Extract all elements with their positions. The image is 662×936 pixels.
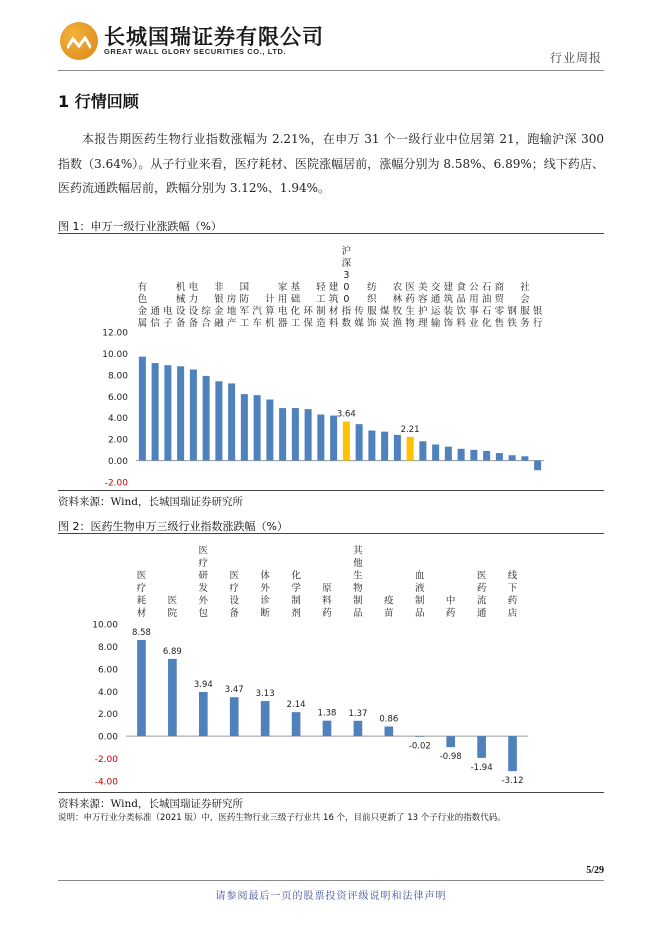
bar-建筑装饰	[445, 447, 452, 461]
category-label: 公用事业	[469, 282, 479, 329]
category-label: 农林牧渔	[392, 282, 403, 329]
category-label: 医疗研发外包	[198, 545, 209, 619]
category-label: 血液制品	[415, 570, 425, 619]
category-label: 家用电器	[277, 282, 288, 329]
y-tick-label: 6.00	[107, 392, 128, 403]
category-label: 国防军工	[239, 282, 250, 329]
bar-社会服务	[521, 456, 528, 460]
category-label: 煤炭	[379, 306, 390, 329]
figure1-bottom-rule	[58, 490, 604, 491]
category-label: 计算机	[265, 294, 275, 329]
bar-原料药	[323, 721, 332, 736]
page-number: 5/29	[586, 865, 604, 876]
bar-疫苗	[385, 726, 394, 736]
section-title: 1 行情回顾	[58, 92, 139, 111]
data-label: 3.47	[224, 685, 244, 696]
category-label: 电力设备	[188, 282, 199, 329]
data-label: -1.94	[470, 762, 493, 773]
report-type: 行业周报	[549, 51, 602, 65]
y-tick-label: 2.00	[107, 435, 128, 446]
bar-银行	[534, 461, 541, 471]
data-label: 8.58	[131, 627, 151, 638]
category-label: 建筑材料	[328, 282, 339, 329]
bar-汽车	[254, 395, 261, 460]
bar-综合	[203, 376, 210, 461]
header-divider	[58, 70, 604, 71]
figure1-top-rule	[58, 233, 604, 234]
data-label: 2.14	[286, 700, 306, 711]
figure2-chart	[58, 536, 604, 792]
bar-中药	[446, 736, 455, 747]
y-tick-label: -2.00	[104, 478, 128, 489]
data-label: -0.98	[439, 752, 462, 763]
category-label: 沪深 3 0 0 指数	[341, 246, 352, 329]
data-label: 0.86	[379, 714, 399, 725]
category-label: 商贸零售	[494, 282, 505, 329]
figure1-chart	[58, 236, 604, 490]
bar-钢铁	[509, 455, 516, 460]
y-tick-label: 6.00	[97, 665, 118, 676]
category-label: 医疗设备	[229, 570, 239, 619]
bar-通信	[152, 363, 159, 461]
category-label: 有色金属	[137, 282, 148, 329]
category-label: 房地产	[226, 294, 237, 329]
footer-divider	[58, 880, 604, 881]
figure2-bottom-rule	[58, 792, 604, 793]
category-label: 石油石化	[481, 282, 492, 329]
category-label: 汽车	[252, 306, 262, 329]
y-tick-label: 0.00	[97, 732, 118, 743]
bar-医药流通	[477, 736, 486, 758]
figure2-title: 图 2：医药生物申万三级行业指数涨跌幅（%）	[58, 520, 288, 533]
category-label: 建筑装饰	[443, 282, 454, 329]
data-label: 3.13	[255, 689, 275, 700]
bar-医疗设备	[230, 697, 239, 736]
data-label: 2.21	[400, 424, 420, 435]
y-tick-label: 8.00	[97, 642, 118, 653]
y-tick-label: 10.00	[92, 620, 118, 631]
y-tick-label: 12.00	[102, 328, 128, 339]
bar-线下药店	[508, 736, 517, 771]
bar-机械设备	[177, 366, 184, 460]
figure2-top-rule	[58, 533, 604, 534]
category-label: 线下药店	[507, 570, 518, 619]
category-label: 食品饮料	[456, 282, 466, 329]
category-label: 非银金融	[214, 282, 224, 329]
category-label: 医院	[167, 595, 178, 619]
figure1-title: 图 1：申万一级行业涨跌幅（%）	[58, 220, 222, 233]
bar-食品饮料	[458, 449, 465, 461]
category-label: 医疗耗材	[136, 570, 147, 619]
category-label: 传媒	[354, 306, 364, 329]
category-label: 疫苗	[384, 595, 394, 619]
bar-沪深300指数	[343, 422, 350, 461]
logo-wave-icon	[67, 36, 91, 50]
bar-化学制剂	[292, 712, 301, 736]
category-label: 环保	[303, 306, 313, 329]
y-tick-label: -2.00	[94, 755, 118, 766]
brand-name-en: GREAT WALL GLORY SECURITIES CO., LTD.	[104, 47, 287, 56]
footer-disclaimer: 请参阅最后一页的股票投资评级说明和法律声明	[215, 891, 447, 902]
company-logo	[60, 22, 98, 60]
figure2-source: 资料来源：Wind，长城国瑞证券研究所	[58, 798, 243, 810]
bar-其他生物制品	[354, 721, 363, 736]
category-label: 美容护理	[418, 282, 428, 329]
category-label: 电子	[163, 306, 173, 329]
y-tick-label: 10.00	[102, 349, 128, 360]
category-label: 体外诊断	[260, 570, 270, 619]
bar-国防军工	[241, 394, 248, 460]
category-label: 医药流通	[476, 570, 487, 619]
data-label: 3.94	[193, 679, 213, 690]
category-label: 轻工制造	[316, 282, 326, 329]
brand-name-cn: 长城国瑞证券有限公司	[104, 25, 324, 49]
bar-环保	[305, 409, 312, 460]
bar-家用电器	[279, 408, 286, 461]
category-label: 其他生物制品	[353, 545, 363, 619]
data-label: 1.37	[348, 708, 368, 719]
bar-公用事业	[470, 450, 477, 461]
bar-美容护理	[419, 441, 426, 460]
category-label: 原料药	[322, 583, 332, 619]
bar-非银金融	[215, 381, 222, 460]
data-label: 3.64	[336, 409, 356, 420]
category-label: 纺织服饰	[367, 282, 377, 329]
bar-煤炭	[381, 432, 388, 461]
category-label: 社会服务	[520, 282, 530, 329]
bar-交通运输	[432, 445, 439, 461]
bar-建筑材料	[330, 416, 337, 461]
category-label: 基础化工	[290, 282, 301, 329]
bar-基础化工	[292, 408, 299, 461]
category-label: 交通运输	[430, 282, 441, 329]
data-label: 6.89	[162, 646, 182, 657]
category-label: 银行	[532, 306, 543, 329]
y-tick-label: 0.00	[107, 457, 128, 468]
bar-电子	[164, 365, 171, 460]
data-label: 1.38	[317, 708, 337, 719]
bar-医疗研发外包	[199, 692, 208, 736]
bar-商贸零售	[496, 453, 503, 461]
figure1-source: 资料来源：Wind，长城国瑞证券研究所	[58, 496, 243, 508]
bar-电力设备	[190, 370, 197, 461]
figure2-note: 说明：申万行业分类标准（2021 版）中，医药生物行业三级子行业共 16 个，目前只更新了 13 个子行业的指数代码。	[58, 813, 506, 823]
bar-石油石化	[483, 451, 490, 461]
category-label: 综合	[201, 306, 211, 329]
category-label: 化学制剂	[291, 570, 301, 619]
bar-医疗耗材	[137, 640, 146, 736]
bar-计算机	[266, 400, 273, 461]
bar-房地产	[228, 383, 235, 460]
y-tick-label: 4.00	[107, 414, 128, 425]
category-label: 钢铁	[507, 306, 517, 329]
bar-血液制品	[415, 736, 424, 737]
category-label: 中药	[445, 595, 456, 619]
y-tick-label: -4.00	[94, 777, 118, 788]
bar-农林牧渔	[394, 435, 401, 461]
bar-医院	[168, 659, 177, 736]
summary-paragraph: 本报告期医药生物行业指数涨幅为 2.21%，在申万 31 个一级行业中位居第 21，跑输沪深 300 指数（3.64%）。从子行业来看，医疗耗材、医院涨幅居前，涨幅分别为 8.58%、6.89%；线下药店、医药流通跌幅居前，跌幅分别为 3.12%、1.94%。	[58, 132, 604, 195]
y-tick-label: 2.00	[97, 710, 118, 721]
bar-体外诊断	[261, 701, 270, 736]
category-label: 机械设备	[175, 282, 186, 329]
y-tick-label: 8.00	[107, 371, 128, 382]
bar-有色金属	[139, 357, 146, 461]
bar-纺织服饰	[368, 431, 375, 461]
bar-轻工制造	[317, 415, 324, 461]
data-label: -0.02	[408, 741, 431, 752]
bar-传媒	[356, 424, 363, 460]
data-label: -3.12	[501, 776, 524, 787]
y-tick-label: 4.00	[97, 687, 118, 698]
category-label: 医药生物	[405, 282, 415, 329]
bar-医药生物	[407, 437, 414, 461]
category-label: 通信	[150, 306, 160, 329]
